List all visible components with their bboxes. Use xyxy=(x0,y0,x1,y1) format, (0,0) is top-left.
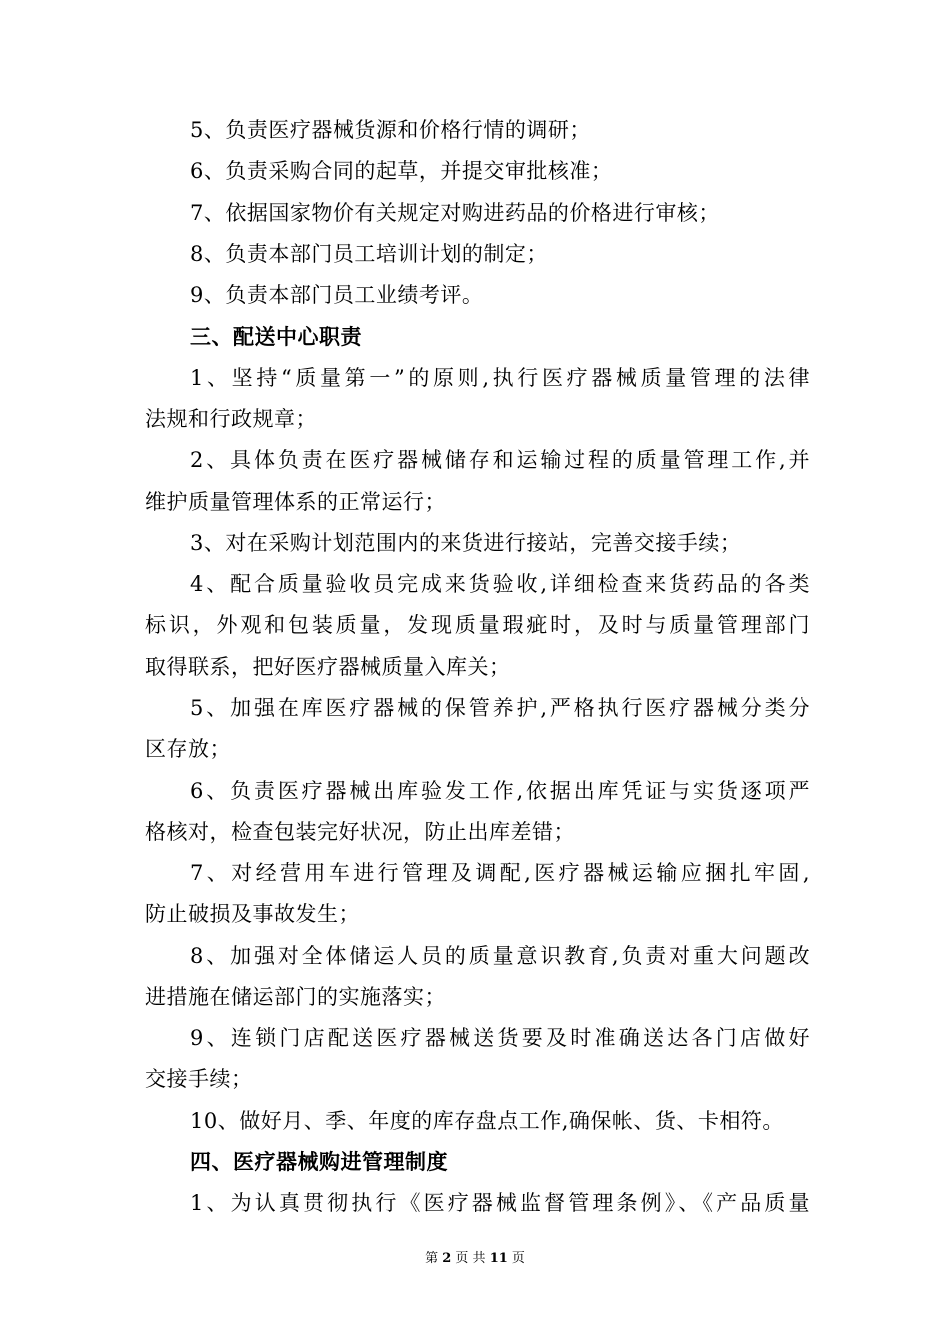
footer-suffix: 页 xyxy=(511,1251,525,1266)
text-line: 防止破损及事故发生； xyxy=(145,902,360,926)
text-line: 2、具体负责在医疗器械储存和运输过程的质量管理工作,并 xyxy=(190,448,810,472)
footer-total-pages: 11 xyxy=(489,1251,508,1266)
text-line: 7、对经营用车进行管理及调配,医疗器械运输应捆扎牢固, xyxy=(190,861,810,885)
text-line: 9、负责本部门员工业绩考评。 xyxy=(190,283,484,307)
text-line: 区存放； xyxy=(145,737,231,761)
text-line: 维护质量管理体系的正常运行； xyxy=(145,490,446,514)
section-heading-3: 三、配送中心职责 xyxy=(190,325,362,349)
text-line: 7、依据国家物价有关规定对购进药品的价格进行审核； xyxy=(190,201,720,225)
text-line: 4、配合质量验收员完成来货验收,详细检查来货药品的各类 xyxy=(190,572,810,596)
text-line: 1、为认真贯彻执行《医疗器械监督管理条例》、《产品质量 xyxy=(190,1191,810,1215)
text-line: 3、对在采购计划范围内的来货进行接站，完善交接手续； xyxy=(190,531,742,555)
text-line: 1、坚持“质量第一”的原则,执行医疗器械质量管理的法律 xyxy=(190,366,810,390)
text-line: 取得联系，把好医疗器械质量入库关； xyxy=(145,655,511,679)
text-line: 标识，外观和包装质量，发现质量瑕疵时，及时与质量管理部门 xyxy=(145,613,810,637)
footer-prefix: 第 xyxy=(425,1251,439,1266)
text-line: 进措施在储运部门的实施落实； xyxy=(145,985,446,1009)
page-footer xyxy=(0,1250,950,1268)
section-heading-4: 四、医疗器械购进管理制度 xyxy=(190,1150,448,1174)
text-line: 交接手续； xyxy=(145,1067,253,1091)
text-line: 5、负责医疗器械货源和价格行情的调研； xyxy=(190,118,591,142)
text-line: 6、负责医疗器械出库验发工作,依据出库凭证与实货逐项严 xyxy=(190,779,810,803)
footer-current-page: 2 xyxy=(442,1251,452,1266)
text-line: 9、连锁门店配送医疗器械送货要及时准确送达各门店做好 xyxy=(190,1026,810,1050)
text-line: 格核对，检查包装完好状况，防止出库差错； xyxy=(145,820,575,844)
text-line: 6、负责采购合同的起草，并提交审批核准； xyxy=(190,159,613,183)
text-line: 8、负责本部门员工培训计划的制定； xyxy=(190,242,548,266)
text-line: 10、做好月、季、年度的库存盘点工作,确保帐、货、卡相符。 xyxy=(190,1109,784,1133)
text-line: 5、加强在库医疗器械的保管养护,严格执行医疗器械分类分 xyxy=(190,696,810,720)
text-line: 法规和行政规章； xyxy=(145,407,317,431)
text-line: 8、加强对全体储运人员的质量意识教育,负责对重大问题改 xyxy=(190,944,810,968)
footer-middle: 页 共 xyxy=(455,1251,486,1266)
